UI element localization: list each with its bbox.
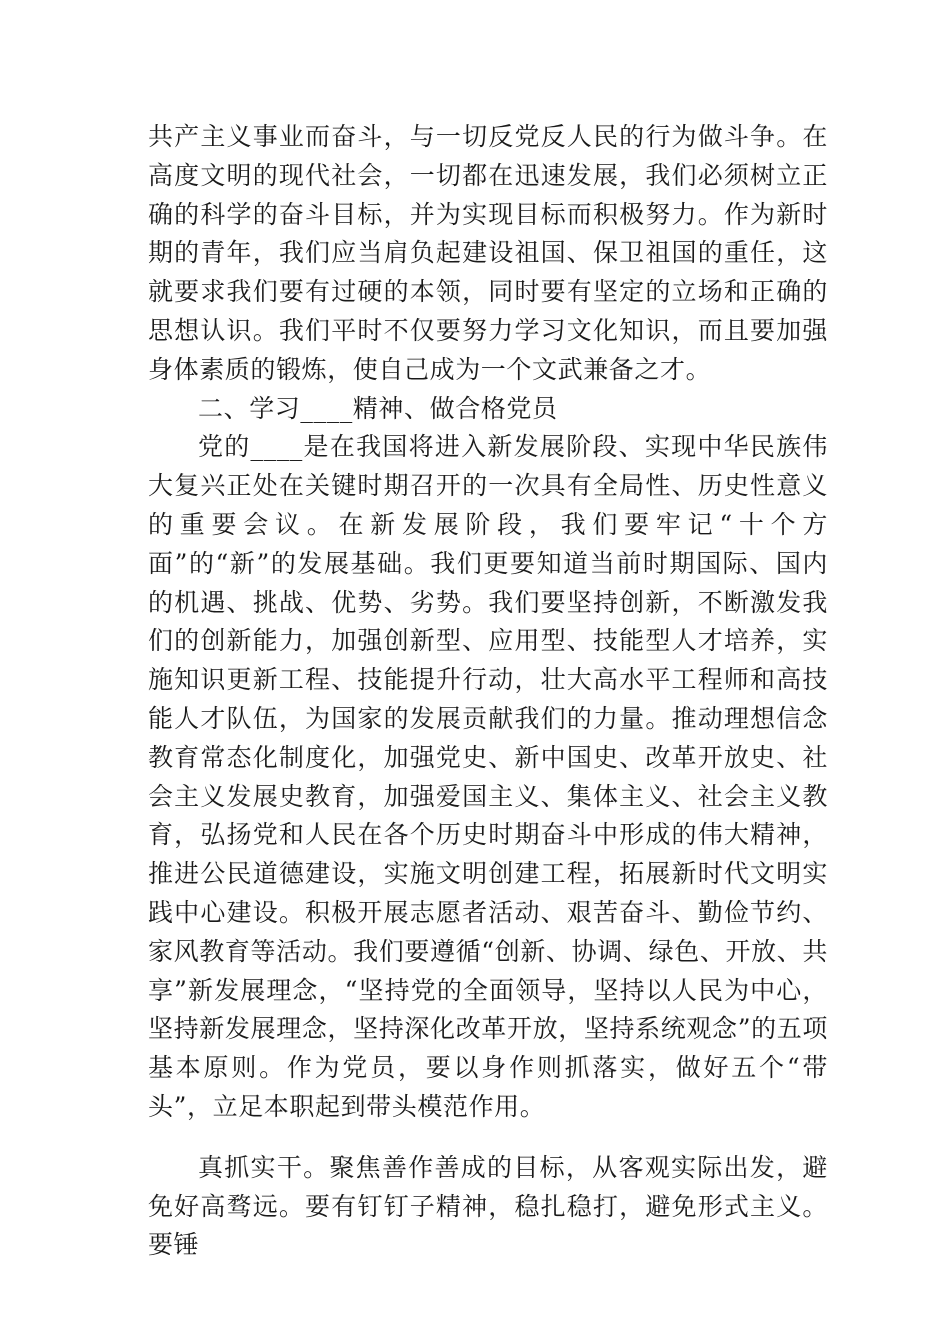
document-body [148, 118, 828, 1265]
section-heading: 二、学习____精神、做合格党员 [198, 393, 558, 423]
paragraph-last: 真抓实干。聚焦善作善成的目标，从客观实际出发，避免好高骛远。要有钉钉子精神，稳扎稳打，避免形式主义。要锤 [148, 1152, 828, 1260]
paragraph-continuation: 共产主义事业而奋斗，与一切反党反人民的行为做斗争。在高度文明的现代社会，一切都在迅速发展，我们必须树立正确的科学的奋斗目标，并为实现目标而积极努力。作为新时期的青年，我们应当肩负起建设祖国、保卫祖国的重任，这就要求我们要有过硬的本领，同时要有坚定的立场和正确的思想认识。我们平时不仅要努力学习文化知识，而且要加强身体素质的锻炼，使自己成为一个文武兼备之才。 [148, 122, 828, 384]
paragraph-main: 党的____是在我国将进入新发展阶段、实现中华民族伟大复兴正处在关键时期召开的一次具有全局性、历史性意义的重要会议。在新发展阶段，我们要牢记“十个方面”的“新”的发展基础。我们更要知道当前时期国际、国内的机遇、挑战、优势、劣势。我们要坚持创新，不断激发我们的创新能力，加强创新型、应用型、技能型人才培养，实施知识更新工程、技能提升行动，壮大高水平工程师和高技能人才队伍，为国家的发展贡献我们的力量。推动理想信念教育常态化制度化，加强党史、新中国史、改革开放史、社会主义发展史教育，加强爱国主义、集体主义、社会主义教育，弘扬党和人民在各个历史时期奋斗中形成的伟大精神，推进公民道德建设，实施文明创建工程，拓展新时代文明实践中心建设。积极开展志愿者活动、艰苦奋斗、勤俭节约、家风教育等活动。我们要遵循“创新、协调、绿色、开放、共享”新发展理念，“坚持党的全面领导，坚持以人民为中心，坚持新发展理念，坚持深化改革开放，坚持系统观念”的五项基本原则。作为党员，要以身作则抓落实，做好五个“带头”，立足本职起到带头模范作用。 [148, 432, 828, 1121]
paragraph-gap [148, 1127, 828, 1149]
